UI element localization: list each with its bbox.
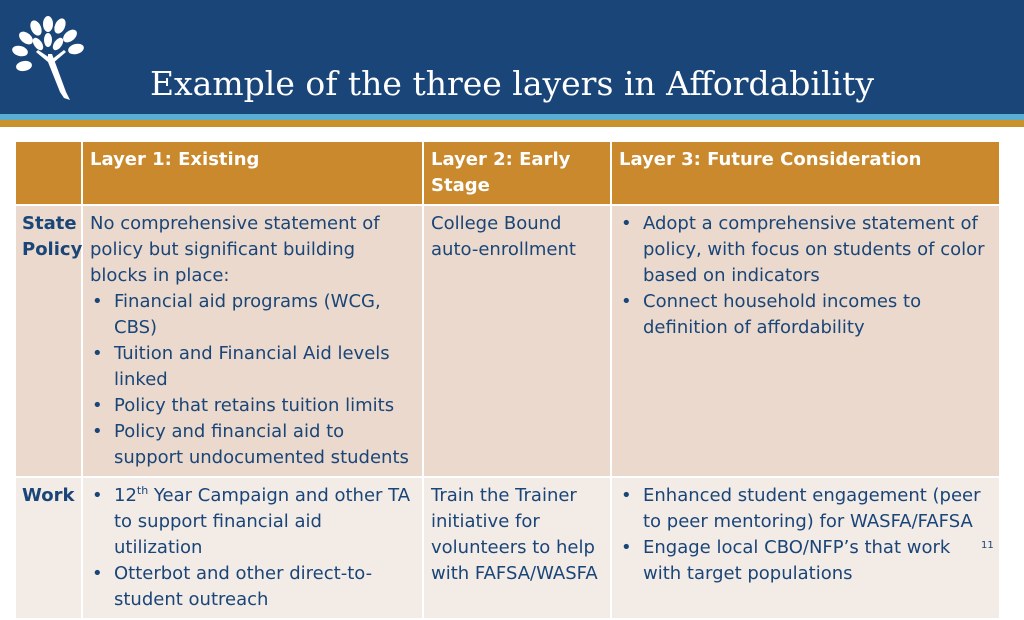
cell-work-layer-2: Train the Trainer initiative for volunteers to help with FAFSA/WASFA — [423, 477, 611, 619]
column-header-layer-1: Layer 1: Existing — [82, 141, 423, 205]
list-item: • Engage local CBO/NFP’s that work with target populations — [643, 535, 992, 587]
table-row-state-policy — [15, 205, 1000, 477]
table-header-row — [15, 141, 1000, 205]
list-item: • Tuition and Financial Aid levels linked — [114, 341, 415, 393]
cell-work-layer-1 — [82, 477, 423, 619]
row-label-state-policy: State Policy — [15, 205, 82, 477]
table-row-work — [15, 477, 1000, 619]
bullet-list — [619, 483, 992, 587]
cell-state-policy-layer-2: College Bound auto-enrollment — [423, 205, 611, 477]
bullet-list — [90, 289, 415, 471]
page-number: 11 — [981, 540, 994, 551]
cell-state-policy-layer-3 — [611, 205, 1000, 477]
list-item: • Otterbot and other direct-to-student outreach — [114, 561, 415, 613]
column-header-blank — [15, 141, 82, 205]
list-item-text: Year Campaign and other TA to support financial aid utilization — [114, 485, 411, 558]
cell-intro-text: No comprehensive statement of policy but significant building blocks in place: — [90, 213, 380, 286]
cell-state-policy-layer-1 — [82, 205, 423, 477]
column-header-layer-2: Layer 2: Early Stage — [423, 141, 611, 205]
bullet-list — [619, 211, 992, 341]
column-header-layer-3: Layer 3: Future Consideration — [611, 141, 1000, 205]
list-item: • Connect household incomes to definition of affordability — [643, 289, 992, 341]
accent-stripe-gold — [0, 120, 1024, 127]
list-item: • Policy that retains tuition limits — [114, 393, 415, 419]
list-item — [114, 483, 415, 561]
list-item: • Financial aid programs (WCG, CBS) — [114, 289, 415, 341]
list-item-prefix: 12 — [114, 485, 137, 506]
affordability-layers-table — [14, 140, 1001, 620]
list-item: • Enhanced student engagement (peer to peer mentoring) for WASFA/FAFSA — [643, 483, 992, 535]
cell-work-layer-3 — [611, 477, 1000, 619]
page-title: Example of the three layers in Affordability — [149, 64, 875, 103]
row-label-work: Work — [15, 477, 82, 619]
list-item: • Adopt a comprehensive statement of policy, with focus on students of color based on indicators — [643, 211, 992, 289]
ordinal-suffix: th — [136, 484, 149, 497]
list-item: • Policy and financial aid to support undocumented students — [114, 419, 415, 471]
bullet-list — [90, 483, 415, 613]
